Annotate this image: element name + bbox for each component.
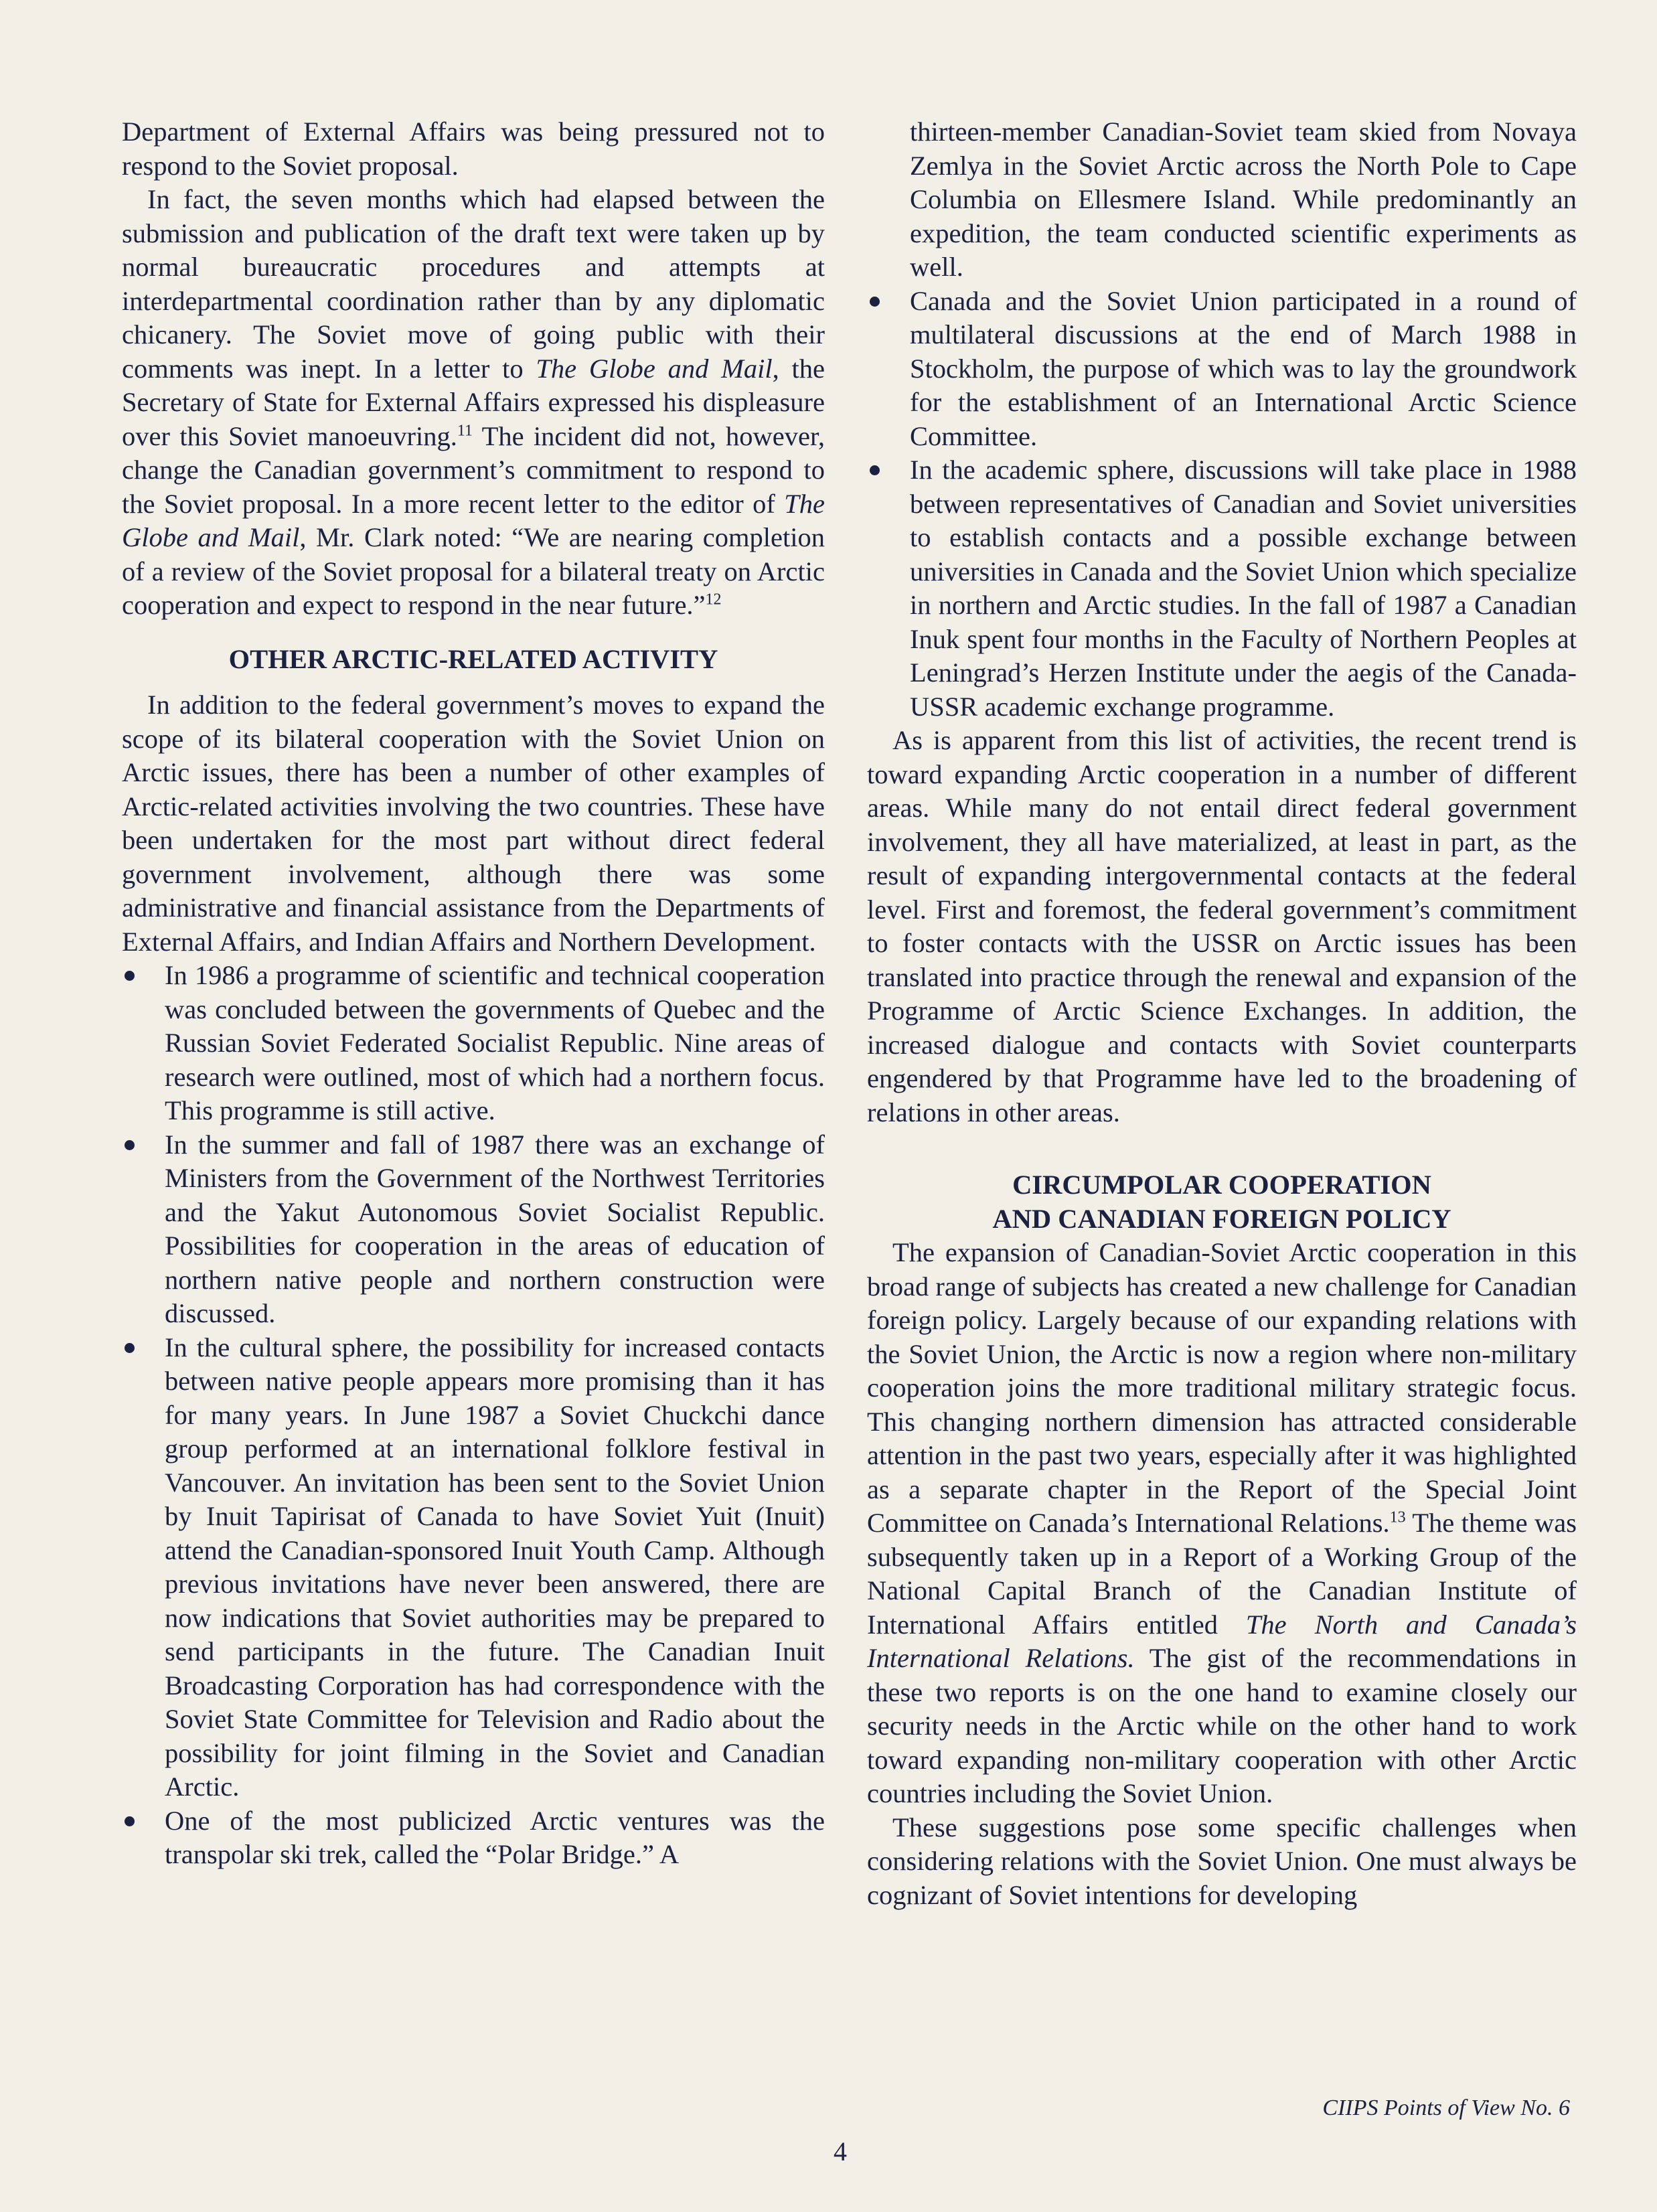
section-heading-other-activity: OTHER ARCTIC-RELATED ACTIVITY <box>228 643 718 674</box>
report-title: The North and Canada’s International Relations. <box>867 1609 1577 1673</box>
list-item: In the summer and fall of 1987 there was an exchange of Ministers from the Government of the Northwest Territories and the Yakut Autonomous Soviet Socialist Republic. Possibilities for cooperation in the areas of education of northern native people and northern construction were discussed. <box>122 1128 825 1331</box>
section-heading-circumpolar: CIRCUMPOLAR COOPERATION AND CANADIAN FOREIGN POLICY <box>992 1170 1451 1234</box>
footnote-ref: 13 <box>1389 1508 1406 1526</box>
foreign-policy-paragraph: The expansion of Canadian-Soviet Arctic cooperation in this broad range of subjects has created a new challenge for Canadian foreign policy. Largely because of our expanding relations with the Soviet Union, the Arctic is now a region where non-military cooperation joins the more traditional military strategic focus. This changing northern dimension has attracted considerable attention in the past two years, especially after it was highlighted as a separate chapter in the Report of the Special Joint Committee on Canada’s International Relations.$^{13}$ The theme was subsequently taken up in a Report of a Working Group of the National Capital Branch of the Canadian Institute of International Affairs entitled The North and Canada’s International Relations. The gist of the recommendations in these two reports is on the one hand to examine closely our security needs in the Arctic while on the other hand to work toward expanding non-military cooperation with other Arctic countries including the Soviet Union. <box>867 1237 1577 1808</box>
page-number: 4 <box>834 2136 847 2166</box>
challenges-paragraph: These suggestions pose some specific challenges when considering relations with the Soviet Union. One must always be cognizant of Soviet intentions for developing <box>867 1812 1577 1910</box>
intro-paragraph: Department of External Affairs was being pressured not to respond to the Soviet proposal. <box>122 116 825 181</box>
right-column <box>867 115 1577 1912</box>
newspaper-title: The Globe and Mail <box>122 488 825 552</box>
list-item-continuation: thirteen-member Canadian-Soviet team skied from Novaya Zemlya in the Soviet Arctic across the North Pole to Cape Columbia on Ellesmere Island. While predominantly an expedition, the team conducted scientific experiments as well. <box>910 116 1577 282</box>
globe-letter-paragraph: In fact, the seven months which had elapsed between the submission and publication of the draft text were taken up by normal bureaucratic procedures and attempts at interdepartmental coordination rather than by any diplomatic chicanery. The Soviet move of going public with their comments was inept. In a letter to The Globe and Mail, the Secretary of State for External Affairs expressed his displeasure over this Soviet manoeuvring.$^{11}$ The incident did not, however, change the Canadian government’s commitment to respond to the Soviet proposal. In a more recent letter to the editor of The Globe and Mail, Mr. Clark noted: “We are nearing completion of a review of the Soviet proposal for a bilateral treaty on Arctic cooperation and expect to respond in the near future.”$^{12}$ <box>122 184 825 620</box>
activity-list <box>122 959 825 1872</box>
activity-list-continued <box>867 285 1577 724</box>
summary-paragraph: As is apparent from this list of activities, the recent trend is toward expanding Arctic cooperation in a number of different areas. While many do not entail direct federal government involvement, they all have materialized, at least in part, as the result of expanding intergovernmental contacts at the federal level. First and foremost, the federal government’s commitment to foster contacts with the USSR on Arctic issues has been translated into practice through the renewal and expansion of the Programme of Arctic Science Exchanges. In addition, the increased dialogue and contacts with Soviet counterparts engendered by that Programme have led to the broadening of relations in other areas. <box>867 725 1577 1127</box>
activity-intro-paragraph: In addition to the federal government’s moves to expand the scope of its bilateral cooperation with the Soviet Union on Arctic issues, there has been a number of other examples of Arctic-related activities involving the two countries. These have been undertaken for the most part without direct federal government involvement, although there was some administrative and financial assistance from the Departments of External Affairs, and Indian Affairs and Northern Development. <box>122 690 825 957</box>
list-item: One of the most publicized Arctic ventures was the transpolar ski trek, called the “Polar Bridge.” A <box>122 1804 825 1872</box>
list-item: Canada and the Soviet Union participated in a round of multilateral discussions at the end of March 1988 in Stockholm, the purpose of which was to lay the groundwork for the establishment of an International Arctic Science Committee. <box>867 285 1577 454</box>
list-item: In 1986 a programme of scientific and technical cooperation was concluded between the governments of Quebec and the Russian Soviet Federated Socialist Republic. Nine areas of research were outlined, most of which had a northern focus. This programme is still active. <box>122 959 825 1128</box>
list-item: In the cultural sphere, the possibility for increased contacts between native people appears more promising than it has for many years. In June 1987 a Soviet Chuckchi dance group performed at an international folklore festival in Vancouver. An invitation has been sent to the Soviet Union by Inuit Tapirisat of Canada to have Soviet Yuit (Inuit) attend the Canadian-sponsored Inuit Youth Camp. Although previous invitations have never been answered, there are now indications that Soviet authorities may be prepared to send participants in the future. The Canadian Inuit Broadcasting Corporation has had correspondence with the Soviet State Committee for Television and Radio about the possibility for joint filming in the Soviet and Canadian Arctic. <box>122 1331 825 1804</box>
publication-source: CIIPS Points of View No. 6 <box>1322 2096 1570 2120</box>
left-column <box>122 115 825 1872</box>
newspaper-title: The Globe and Mail <box>536 353 773 384</box>
footnote-ref: 12 <box>705 590 722 609</box>
footnote-ref: 11 <box>457 422 473 439</box>
list-item: In the academic sphere, discussions will take place in 1988 between representatives of Canadian and Soviet universities to establish contacts and a possible exchange between universities in Canada and the Soviet Union which specialize in northern and Arctic studies. In the fall of 1987 a Canadian Inuk spent four months in the Faculty of Northern Peoples at Leningrad’s Herzen Institute under the aegis of the Canada-USSR academic exchange programme. <box>867 453 1577 724</box>
